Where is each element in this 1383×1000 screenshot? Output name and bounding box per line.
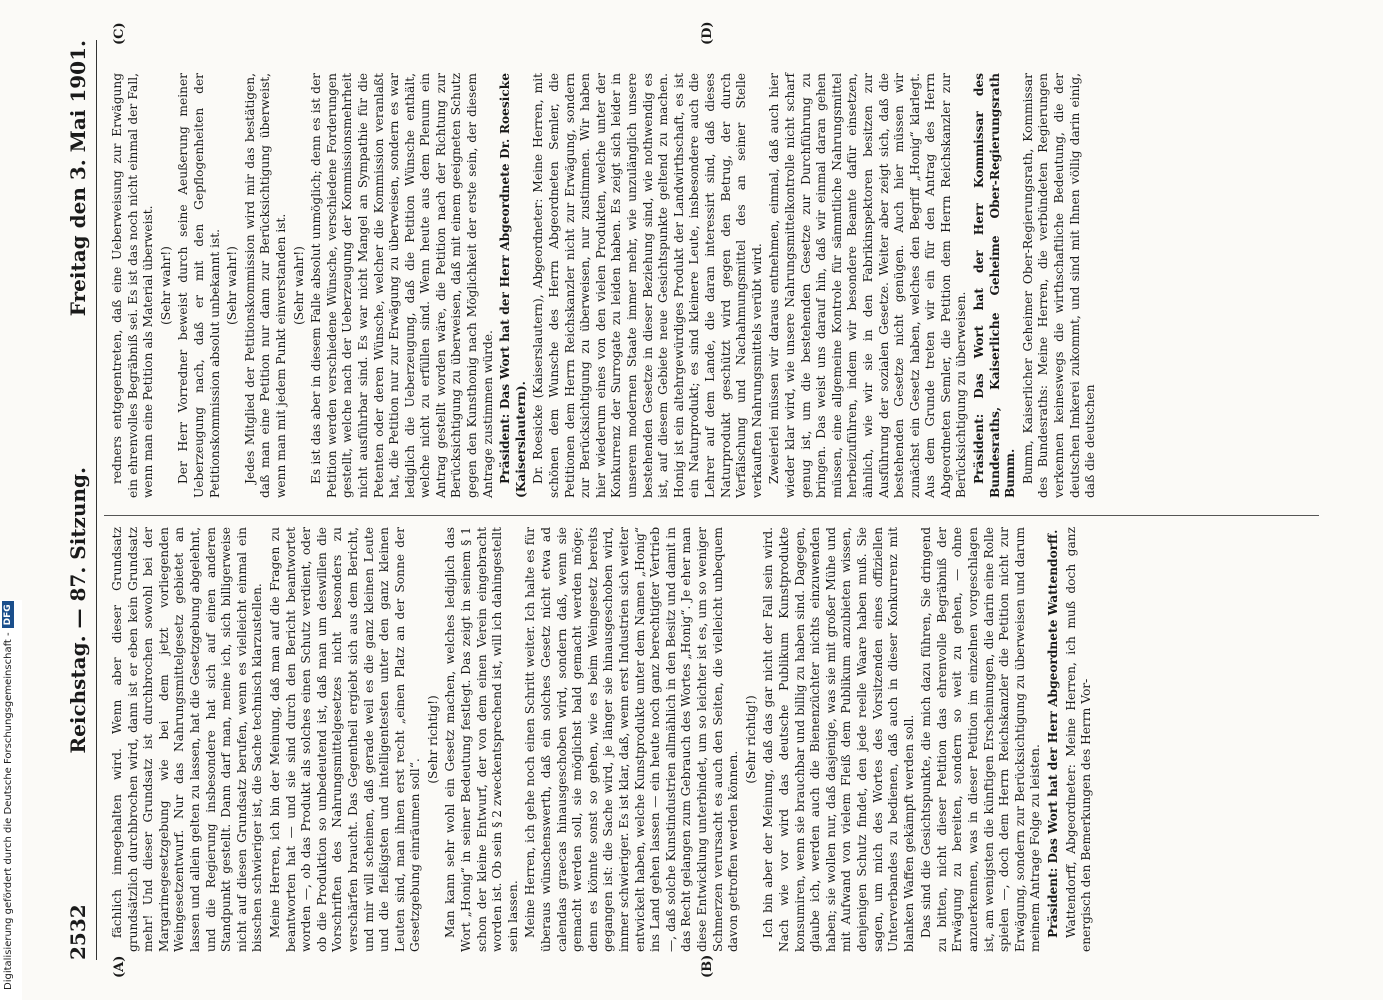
speaker-line: Präsident: Das Wort hat der Herr Abgeordnete Dr. Roesicke (Kaiserslautern). <box>498 73 528 498</box>
header-date: Freitag den 3. Mai 1901. <box>66 40 90 317</box>
speaker-line: Präsident: Das Wort hat der Herr Abgeordnete Wattendorff. <box>1046 529 1061 938</box>
margin-letter-c: (C) <box>112 22 127 45</box>
paragraph: fächlich innegehalten wird. Wenn aber dieser Grundsatz grundsätzlich durchbrochen wird, dann ist er eben kein Grundsatz mehr! Und dieser Grundsatz ist durchbrochen sowohl bei der Margarinegesetzgebung wie bei dem jetzt vorliegenden Weingesetzentwurf. Nur das Nahrungsmittelgesetz gebietet an lassen und allein gelten zu lassen, hat die Gesetzgebung abgelehnt, und die Regierung insbesondere hat sich auf einen anderen Standpunkt gestellt. Dann darf man, meine ich, sich billigerweise nicht auf diesen Grundsatz berufen, wenn es vielleicht einmal ein bisschen schwieriger ist, die Sache technisch klarzustellen. <box>110 527 265 952</box>
page-header <box>60 40 97 960</box>
paragraph: Ich bin aber der Meinung, daß das gar nicht der Fall sein wird. Nach wie vor wird das deutsche Publikum Kunstprodukte konsumiren, wenn sie brauchbar und billig zu haben sind. Dagegen, glaube ich, werden auch die Bienenzüchter nichts einzuwenden haben; sie wollen nur, daß dasjenige, was sie mit großer Mühe und mit Aufwand von vielem Fleiß dem Publikum anzubieten wissen, denjenigen Schutz findet, den jede reelle Waare haben muß. Sie sagen, um mich des Wortes des Vorsitzenden eines offiziellen Unterverbandes zu bedienen, daß auch in dieser Konkurrenz mit blanken Waffen gekämpft werden soll. <box>761 527 916 952</box>
left-text-column <box>110 527 1097 952</box>
dfg-logo: DFG <box>2 601 14 628</box>
paragraph: Das sind die Gesichtspunkte, die mich dazu führen, Sie dringend zu bitten, nicht dieser Petition das ehrenvolle Begräbniß der Erwägung zu bereiten, sondern so weit zu gehen, — ohne anzuerkennen, was in dieser Petition im einzelnen vorgeschlagen ist, am wenigsten die künftigen Erscheinungen, die darin eine Rolle spielen —, doch dem Herrn Reichskanzler die Petition nicht zur Erwägung, sondern zur Berücksichtigung zu überweisen und darum meinem Antrage Folge zu leisten. <box>919 527 1043 952</box>
interjection: (Sehr wahr!) <box>291 246 306 325</box>
paragraph: Bumm, Kaiserlicher Geheimer Ober-Regierungsrath, Kommissar des Bundesraths: Meine Herren, die verbündeten Regierungen verkennen keineswegs die wirthschaftliche Bedeutung, die der deutschen Imkerei zukommt, und sind mit Ihnen völlig darin einig, daß die deutschen <box>1020 73 1098 498</box>
margin-letter-b: (B) <box>700 954 715 978</box>
margin-letter-a: (A) <box>112 955 127 978</box>
paragraph: Dr. Roesicke (Kaiserslautern), Abgeordneter: Meine Herren, mit schönen dem Wunsche des Herrn Abgeordneten Semler, die Petitionen dem Herrn Reichskanzler nicht zur Erwägung, sondern zur Berücksichtigung zu überweisen, nur zustimmen. Wir haben hier wiederum eines von den vielen Produkten, welche unter der Konkurrenz der Surrogate zu leiden haben. Es zeigt sich leider in unserem modernen Staate immer mehr, wie unzulänglich unsere bestehenden Gesetze in dieser Beziehung sind, wie nothwendig es ist, auf diesem Gebiete neue Gesichtspunkte geltend zu machen. Honig ist ein altehrgewürdiges Produkt der Landwirthschaft, es ist ein Naturprodukt; es sind kleinere Leute, insbesondere auch die Lehrer auf dem Lande, die daran interessirt sind, daß dieses Naturprodukt geschützt wird gegen den Betrug, der durch Verfälschung und Nachahmungsmittel des an seiner Stelle verkauften Nahrungsmittels verübt wird. <box>531 73 764 498</box>
margin-letter-d: (D) <box>700 21 715 45</box>
paragraph: Zweierlei müssen wir daraus entnehmen, einmal, daß auch hier wieder klar wird, wie unsere Nahrungsmittelkontrolle nicht scharf genug ist, um die bestehenden Gesetze zur Durchführung zu bringen. Das weist uns darauf hin, daß wir einmal daran gehen müssen, eine allgemeine Kontrole für sämmtliche Nahrungsmittel herbeizuführen, indem wir besondere Beamte dafür einsetzen, ähnlich, wie wir sie in den Fabrikinspektoren besitzen zur Ausführung der sozialen Gesetze. Weiter aber zeigt sich, daß die bestehenden Gesetze nicht genügen. Auch hier müssen wir zunächst ein Gesetz haben, welches den Begriff „Honig“ klarlegt. Aus dem Grunde treten wir ein für den Antrag des Herrn Abgeordneten Semler, die Petition dem Herrn Reichskanzler zur Berücksichtigung zu überweisen. <box>767 73 969 498</box>
column-divider <box>104 515 1319 516</box>
funding-note <box>2 595 14 990</box>
right-text-column <box>110 73 1101 498</box>
paragraph: Meine Herren, ich gehe noch einen Schritt weiter. Ich halte es für überaus wünschenswerth, daß ein solches Gesetz nicht etwa ad calendas graecas hinausgeschoben wird, sondern daß, wenn sie gemacht werden soll, sie möglichst bald gemacht werden möge; denn es könnte sonst so gehen, wie es beim Weingesetz bereits gegangen ist: die Sache wird, je länger sie hinausgeschoben wird, immer schwieriger. Es ist klar, daß, wenn erst Industrien sich weiter entwickelt haben, welche Kunstprodukte unter dem Namen „Honig“ ins Land gehen lassen — ein heute noch ganz berechtigter Vertrieb —, daß solche Kunstindustrien allmählich in den Besitz und damit in das Recht gelangen zum Gebrauch des Wortes „Honig“. Je eher man diese Entwicklung unterbindet, um so leichter ist es, um so weniger Schmerzen verursacht es auch den Seiten, die vielleicht unbequem davon getroffen werden können. <box>523 527 741 952</box>
header-title: Reichstag. — 87. Sitzung. <box>66 467 90 754</box>
paragraph: Wattendorff, Abgeordneter: Meine Herren, ich muß doch ganz energisch den Bemerkungen des Herrn Vor- <box>1063 527 1094 952</box>
interjection: (Sehr wahr!) <box>158 246 173 325</box>
paragraph: Man kann sehr wohl ein Gesetz machen, welches lediglich das Wort „Honig“ in seiner Bedeutung festlegt. Das zeigt in seinem § 1 schon der kleine Entwurf, der von dem einen Verein eingebracht worden ist. Ob sein § 2 zweckentsprechend ist, will ich dahingestellt sein lassen. <box>443 527 520 952</box>
paragraph: Der Herr Vorredner beweist durch seine Aeußerung meiner Ueberzeugung nach, daß er mit den Gepflogenheiten der Petitionskommission absolut unbekannt ist. <box>176 73 222 498</box>
paragraph: Jedes Mitglied der Petitionskommission wird mir das bestätigen, daß man eine Petition nur dann zur Berücksichtigung überweist, wenn man mit jedem Punkt einverstanden ist. <box>242 73 288 498</box>
paragraph: redners entgegentreten, daß eine Ueberweisung zur Erwägung ein ehrenvolles Begräbniß sei. Es ist das noch nicht einmal der Fall, wenn man eine Petition als Material überweist. <box>110 73 156 498</box>
speaker-line: Präsident: Das Wort hat der Herr Kommissar des Bundesraths, Kaiserliche Geheime Ober-Regierungsrath Bumm. <box>972 73 1018 498</box>
paragraph: Es ist das aber in diesem Falle absolut unmöglich; denn es ist der Petition werden verschiedene Wünsche, verschiedene Forderungen gestellt, welche nach der Ueberzeugung der Kommissionsmehrheit nicht ausführbar sind. Es war nicht Mangel an Sympathie für die Petenten oder deren Wünsche, welcher die Kommission veranlaßt hat, die Petition nur zur Erwägung zu überweisen, sondern es war lediglich die Ueberzeugung, daß die Petition Wünsche enthält, welche nicht zu erfüllen sind. Wenn heute aus dem Plenum ein Antrag gestellt worden wäre, die Petition nach der Richtung zur Berücksichtigung zu überweisen, daß mit einem geeigneten Schutz gegen den Kunsthonig nach Möglichkeit der erste sein, der diesem Antrage zustimmen würde. <box>309 73 495 498</box>
paragraph: Meine Herren, ich bin der Meinung, daß man auf die Fragen zu beantworten hat — und sie sind durch den Bericht beantwortet worden —, ob das Produkt als solches einen Schutz verdient, oder ob die Produktion so unbedeutend ist, daß man um deswillen die Vorschriften des Nahrungsmittelgesetzes nicht besonders zu verschärfen braucht. Das Gegentheil ergiebt sich aus dem Bericht, und mir will scheinen, daß gerade weil es die ganz kleinen Leute und die fleißigsten und intelligentesten unter den ganz kleinen Leuten sind, man ihnen erst recht „einen Platz an der Sonne der Gesetzgebung einräumen soll“. <box>267 527 423 952</box>
interjection: (Sehr richtig!) <box>425 695 440 784</box>
funding-text: Digitalisierung gefördert durch die Deutsche Forschungsgemeinschaft - <box>2 632 14 990</box>
interjection: (Sehr richtig!) <box>743 695 758 784</box>
interjection: (Sehr wahr!) <box>225 246 240 325</box>
page-number: 2532 <box>66 904 90 960</box>
